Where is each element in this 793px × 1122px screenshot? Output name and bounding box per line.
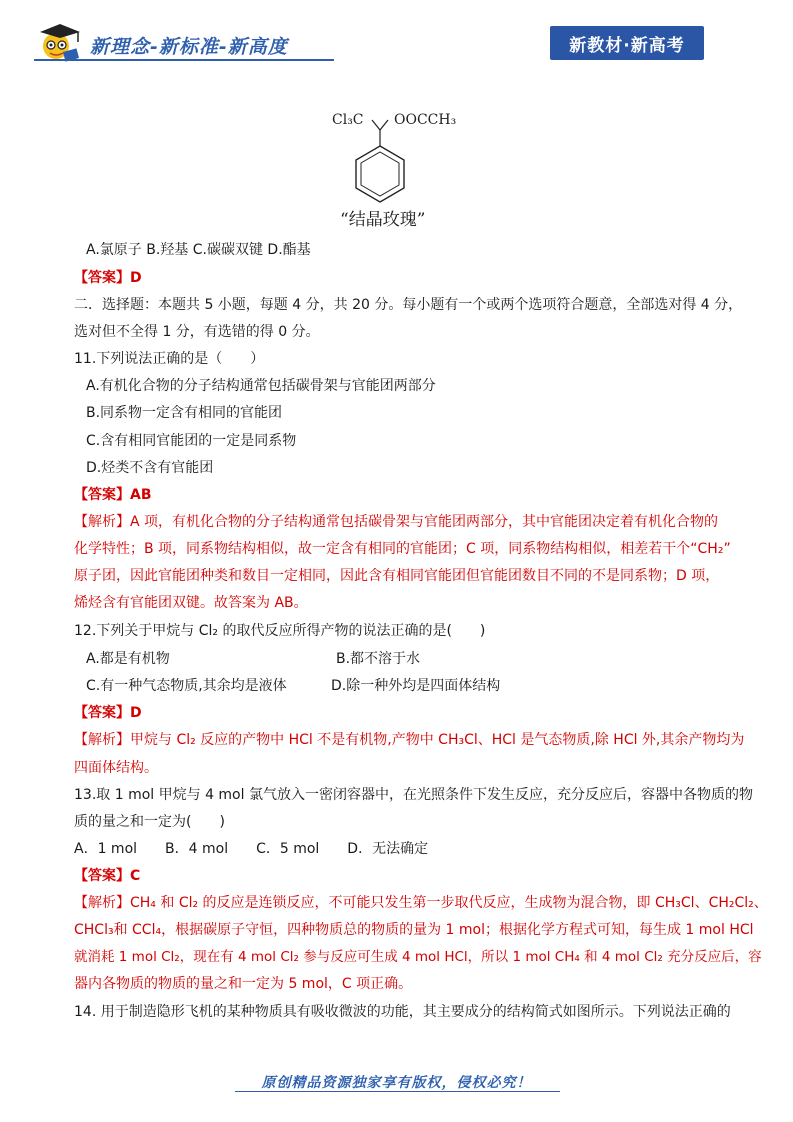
q13-answer: 【答案】C: [74, 868, 141, 884]
structure-label: “结晶玫瑰”: [340, 210, 426, 230]
header-divider: [34, 59, 334, 61]
copyright-footer: 原创精品资源独家享有版权，侵权必究！: [261, 1075, 532, 1091]
q11-stem: 11.下列说法正确的是（ ）: [74, 351, 265, 367]
q13-stem-line-1: 13.取 1 mol 甲烷与 4 mol 氯气放入一密闭容器中，在光照条件下发生反应，充分反应后，容器中各物质的物: [74, 787, 753, 803]
q12-option-b: B.都不溶于水: [336, 651, 421, 667]
footer-underline: [235, 1091, 560, 1092]
page-header: [0, 0, 793, 72]
q10-options: A.氯原子 B.羟基 C.碳碳双键 D.酯基: [86, 242, 311, 258]
section-2-intro-line-1: 二．选择题：本题共 5 小题，每题 4 分，共 20 分。每小题有一个或两个选项符合题意，全部选对得 4 分，: [74, 297, 743, 313]
q11-option-a: A.有机化合物的分子结构通常包括碳骨架与官能团两部分: [86, 378, 436, 394]
q11-answer: 【答案】AB: [74, 487, 152, 503]
q10-answer: 【答案】D: [74, 270, 142, 286]
q13-explanation-line-3: 就消耗 1 mol Cl₂，现在有 4 mol Cl₂ 参与反应可生成 4 mol HCl，所以 1 mol CH₄ 和 4 mol Cl₂ 充分反应后，容: [74, 949, 762, 965]
header-slogan: 新理念-新标准-新高度: [90, 36, 288, 58]
q13-explanation-line-4: 器内各物质的物质的量之和一定为 5 mol，C 项正确。: [74, 976, 413, 992]
q11-explanation-line-4: 烯烃含有官能团双键。故答案为 AB。: [74, 595, 308, 611]
mascot-logo-icon: [34, 20, 84, 62]
q12-option-d: D.除一种外均是四面体结构: [331, 678, 501, 694]
q14-stem: 14. 用于制造隐形飞机的某种物质具有吸收微波的功能，其主要成分的结构简式如图所示。下列说法正确的: [74, 1004, 731, 1020]
q11-explanation-line-1: 【解析】A 项，有机化合物的分子结构通常包括碳骨架与官能团两部分，其中官能团决定着有机化合物的: [74, 514, 719, 530]
q12-stem: 12.下列关于甲烷与 Cl₂ 的取代反应所得产物的说法正确的是( ): [74, 623, 486, 639]
q11-option-c: C.含有相同官能团的一定是同系物: [86, 433, 297, 449]
q12-option-c: C.有一种气态物质,其余均是液体: [86, 678, 287, 694]
q13-explanation-line-1: 【解析】CH₄ 和 Cl₂ 的反应是连锁反应，不可能只发生第一步取代反应，生成物为混合物，即 CH₃Cl、CH₂Cl₂、: [74, 895, 768, 911]
q11-explanation-line-3: 原子团，因此官能团种类和数目一定相同，因此含有相同官能团但官能团数目不同的不是同系物；D 项，: [74, 568, 720, 584]
q12-explanation-line-2: 四面体结构。: [74, 760, 158, 776]
header-badge: 新教材·新高考: [550, 26, 704, 60]
right-group-text: OOCCH₃: [394, 112, 457, 128]
section-2-intro-line-2: 选对但不全得 1 分，有选错的得 0 分。: [74, 324, 320, 340]
q11-option-b: B.同系物一定含有相同的官能团: [86, 405, 283, 421]
q12-explanation-line-1: 【解析】甲烷与 Cl₂ 反应的产物中 HCl 不是有机物,产物中 CH₃Cl、HCl 是气态物质,除 HCl 外,其余产物均为: [74, 732, 745, 748]
q11-explanation-line-2: 化学特性；B 项，同系物结构相似，故一定含有相同的官能团；C 项，同系物结构相似，相差若干个“CH₂”: [74, 541, 731, 557]
q13-options: A．1 mol B．4 mol C．5 mol D．无法确定: [74, 841, 429, 857]
q12-answer: 【答案】D: [74, 705, 142, 721]
q11-option-d: D.烃类不含有官能团: [86, 460, 214, 476]
q13-stem-line-2: 质的量之和一定为( ): [74, 814, 225, 830]
benzene-ring-diagram: [320, 104, 480, 204]
q13-explanation-line-2: CHCl₃和 CCl₄，根据碳原子守恒，四种物质总的物质的量为 1 mol；根据化学方程式可知，每生成 1 mol HCl: [74, 922, 754, 938]
left-group-text: Cl₃C: [332, 112, 364, 128]
q12-option-a: A.都是有机物: [86, 651, 170, 667]
